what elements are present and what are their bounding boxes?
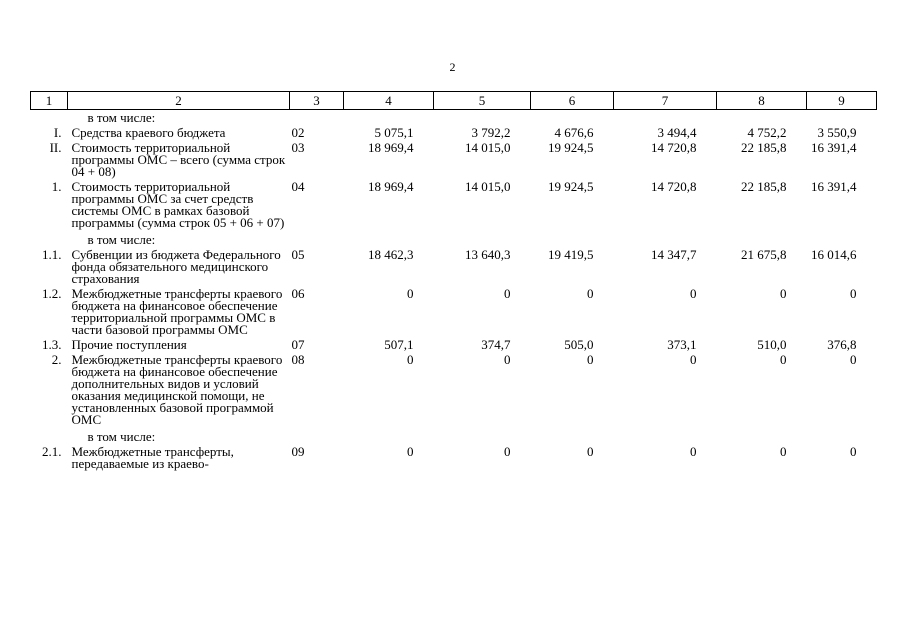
value-cell-col5: 374,7 [481, 337, 511, 352]
row-label: Стоимость территориальной программы ОМС – всего (сумма строк 04 + 08) [71, 140, 286, 179]
value-cell-col8: 22 185,8 [741, 140, 787, 155]
value-cell-col9: 0 [850, 352, 857, 367]
row-label: Межбюджетные трансферты краевого бюджета на финансовое обеспечение территориальной программы ОМС в части базовой программы ОМС [71, 286, 283, 337]
row-number: 1.3. [42, 337, 62, 352]
value-cell-col7: 373,1 [667, 337, 697, 352]
value-cell-col7: 14 347,7 [651, 247, 697, 262]
empty-cell [344, 429, 434, 446]
value-cell-col9: 16 391,4 [811, 179, 857, 194]
value-cell-col6: 0 [587, 444, 594, 459]
row-code: 09 [291, 444, 305, 459]
row-label: Средства краевого бюджета [71, 125, 226, 140]
subheading-label: в том числе: [87, 232, 156, 247]
row-number: 1.2. [42, 286, 62, 301]
value-cell-col5: 14 015,0 [465, 179, 511, 194]
value-cell-col5: 14 015,0 [465, 140, 511, 155]
value-cell-col9: 0 [850, 286, 857, 301]
value-cell-col6: 505,0 [564, 337, 594, 352]
row-number: 1.1. [42, 247, 62, 262]
column-header-3: 3 [290, 92, 344, 110]
value-cell-col4: 18 462,3 [368, 247, 414, 262]
value-cell-col7: 3 494,4 [657, 125, 697, 140]
row-number [31, 110, 68, 128]
empty-cell [717, 429, 807, 446]
row-number: 2.1. [42, 444, 62, 459]
row-label: Межбюджетные трансферты, передаваемые из краево- [71, 444, 234, 471]
value-cell-col6: 19 924,5 [548, 179, 594, 194]
value-cell-col8: 4 752,2 [747, 125, 787, 140]
value-cell-col4: 0 [407, 444, 414, 459]
column-header-4: 4 [344, 92, 434, 110]
value-cell-col9: 16 014,6 [811, 247, 857, 262]
table-row [31, 181, 877, 232]
value-cell-col5: 0 [504, 444, 511, 459]
empty-cell [614, 429, 717, 446]
row-label: Межбюджетные трансферты краевого бюджета на финансовое обеспечение дополнительных видов и условий оказания медицинской помощи, не установленных базовой программой ОМС [71, 352, 283, 427]
row-label: Стоимость территориальной программы ОМС за счет средств системы ОМС в рамках базовой программы (сумма строк 05 + 06 + 07) [71, 179, 285, 230]
value-cell-col9: 16 391,4 [811, 140, 857, 155]
value-cell-col5: 13 640,3 [465, 247, 511, 262]
budget-table [30, 91, 877, 473]
value-cell-col6: 0 [587, 352, 594, 367]
value-cell-col8: 510,0 [757, 337, 787, 352]
value-cell-col8: 0 [780, 286, 787, 301]
value-cell-col9: 0 [850, 444, 857, 459]
row-code: 08 [291, 352, 305, 367]
row-code: 07 [291, 337, 305, 352]
empty-cell [531, 429, 614, 446]
value-cell-col6: 19 924,5 [548, 140, 594, 155]
column-header-9: 9 [807, 92, 877, 110]
empty-cell [807, 429, 877, 446]
column-header-7: 7 [614, 92, 717, 110]
row-label: Прочие поступления [71, 337, 187, 352]
column-header-8: 8 [717, 92, 807, 110]
value-cell-col5: 3 792,2 [471, 125, 511, 140]
row-label: Субвенции из бюджета Федерального фонда обязательного медицинского страхования [71, 247, 281, 286]
value-cell-col8: 22 185,8 [741, 179, 787, 194]
value-cell-col4: 0 [407, 286, 414, 301]
value-cell-col6: 0 [587, 286, 594, 301]
subheading-label: в том числе: [87, 429, 156, 444]
value-cell-col4: 5 075,1 [374, 125, 414, 140]
row-code: 06 [291, 286, 305, 301]
table-row [31, 288, 877, 339]
value-cell-col8: 21 675,8 [741, 247, 787, 262]
empty-cell [434, 429, 531, 446]
value-cell-col9: 3 550,9 [817, 125, 857, 140]
value-cell-col4: 0 [407, 352, 414, 367]
table-row [31, 142, 877, 181]
row-number: 1. [51, 179, 62, 194]
row-code: 02 [291, 125, 305, 140]
column-header-1: 1 [31, 92, 68, 110]
column-header-2: 2 [68, 92, 290, 110]
value-cell-col7: 14 720,8 [651, 179, 697, 194]
row-number: 2. [51, 352, 62, 367]
value-cell-col6: 19 419,5 [548, 247, 594, 262]
value-cell-col6: 4 676,6 [554, 125, 594, 140]
budget-table-body [31, 110, 877, 474]
value-cell-col5: 0 [504, 352, 511, 367]
value-cell-col7: 0 [690, 444, 697, 459]
row-code: 05 [291, 247, 305, 262]
value-cell-col7: 0 [690, 352, 697, 367]
row-number: I. [53, 125, 62, 140]
row-code: 04 [291, 179, 305, 194]
value-cell-col5: 0 [504, 286, 511, 301]
column-header-6: 6 [531, 92, 614, 110]
page-number: 2 [449, 60, 456, 74]
value-cell-col4: 18 969,4 [368, 179, 414, 194]
value-cell-col4: 18 969,4 [368, 140, 414, 155]
column-number-header-row [31, 92, 877, 110]
table-row [31, 249, 877, 288]
row-number: II. [49, 140, 62, 155]
row-code: 03 [291, 140, 305, 155]
column-header-5: 5 [434, 92, 531, 110]
table-row [31, 446, 877, 473]
table-row [31, 354, 877, 429]
value-cell-col8: 0 [780, 352, 787, 367]
value-cell-col9: 376,8 [827, 337, 857, 352]
value-cell-col8: 0 [780, 444, 787, 459]
value-cell-col7: 14 720,8 [651, 140, 697, 155]
subheading-label: в том числе: [87, 110, 156, 125]
value-cell-col4: 507,1 [384, 337, 414, 352]
value-cell-col7: 0 [690, 286, 697, 301]
